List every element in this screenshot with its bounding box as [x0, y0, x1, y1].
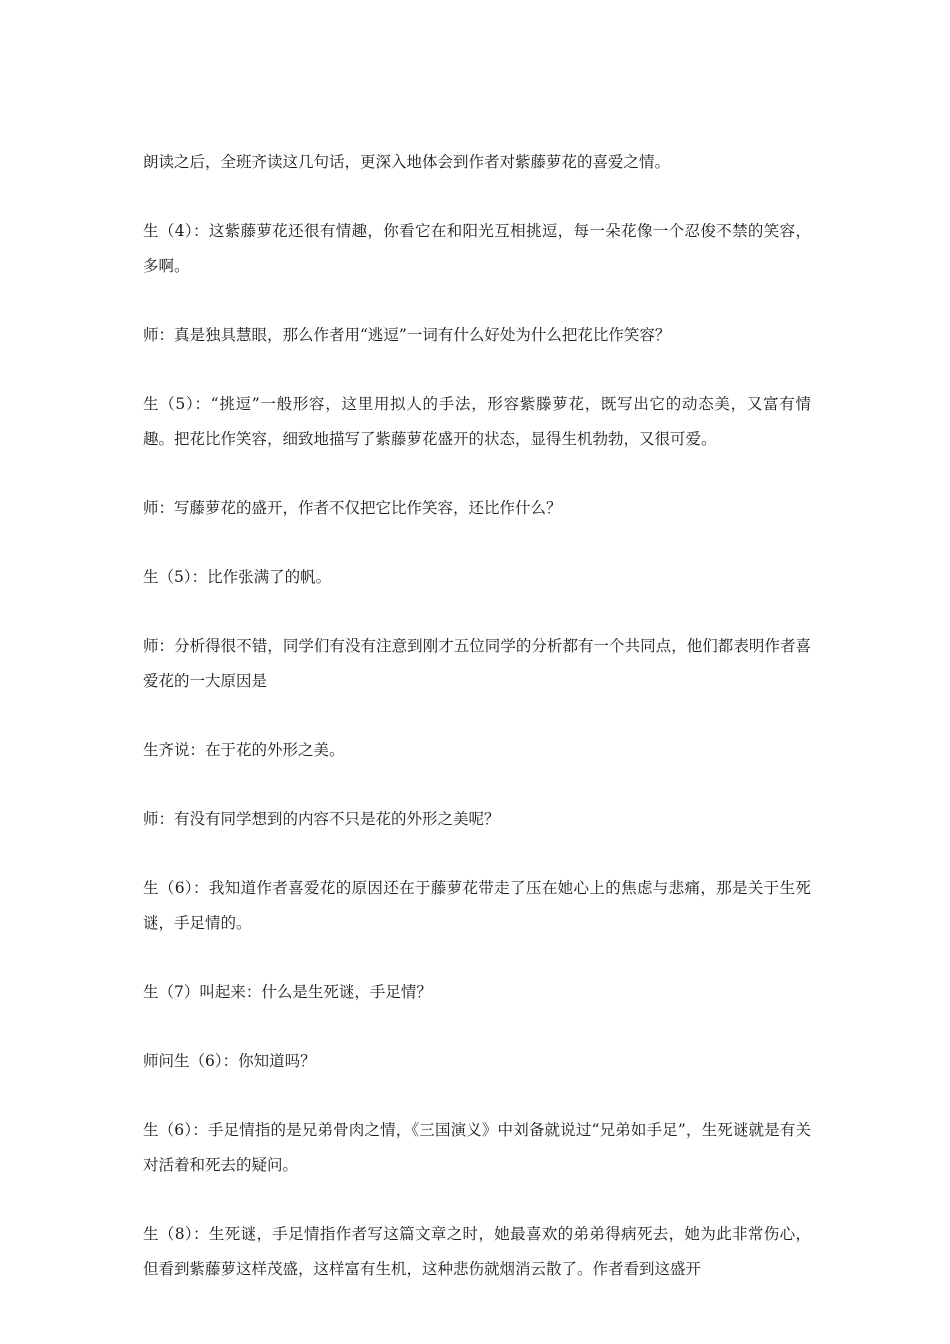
paragraph-3: 师：真是独具慧眼，那么作者用“逃逗”一词有什么好处为什么把花比作笑容？ [143, 326, 671, 344]
paragraph-1: 朗读之后，全班齐读这几句话，更深入地体会到作者对紫藤萝花的喜爱之情。 [143, 153, 671, 171]
paragraph-2: 生（4）：这紫藤萝花还很有情趣，你看它在和阳光互相挑逗，每一朵花像一个忍俊不禁的笑容，多啊。 [143, 222, 811, 275]
paragraph-14: 生（8）：生死谜，手足情指作者写这篇文章之时，她最喜欢的弟弟得病死去，她为此非常伤心，但看到紫藤萝这样茂盛，这样富有生机，这种悲伤就烟消云散了。作者看到这盛开 [143, 1225, 811, 1278]
paragraph-13: 生（6）：手足情指的是兄弟骨肉之情，《三国演义》中刘备就说过“兄弟如手足”，生死谜就是有关对活着和死去的疑问。 [143, 1121, 811, 1174]
document-body [143, 145, 811, 1321]
paragraph-12: 师问生（6）：你知道吗？ [143, 1052, 316, 1070]
paragraph-6: 生（5）：比作张满了的帆。 [143, 568, 332, 586]
paragraph-5: 师：写藤萝花的盛开，作者不仅把它比作笑容，还比作什么？ [143, 499, 562, 517]
paragraph-10: 生（6）：我知道作者喜爱花的原因还在于藤萝花带走了压在她心上的焦虑与悲痛，那是关于生死谜，手足情的。 [143, 879, 811, 932]
paragraph-8: 生齐说：在于花的外形之美。 [143, 741, 345, 759]
paragraph-11: 生（7）叫起来：什么是生死谜，手足情？ [143, 983, 432, 1001]
paragraph-7: 师：分析得很不错，同学们有没有注意到刚才五位同学的分析都有一个共同点，他们都表明作者喜爱花的一大原因是 [143, 637, 811, 690]
paragraph-9: 师：有没有同学想到的内容不只是花的外形之美呢？ [143, 810, 500, 828]
paragraph-4: 生（5）：“挑逗”一般形容，这里用拟人的手法，形容紫滕萝花，既写出它的动态美，又富有情趣。把花比作笑容，细致地描写了紫藤萝花盛开的状态，显得生机勃勃，又很可爱。 [143, 395, 811, 448]
